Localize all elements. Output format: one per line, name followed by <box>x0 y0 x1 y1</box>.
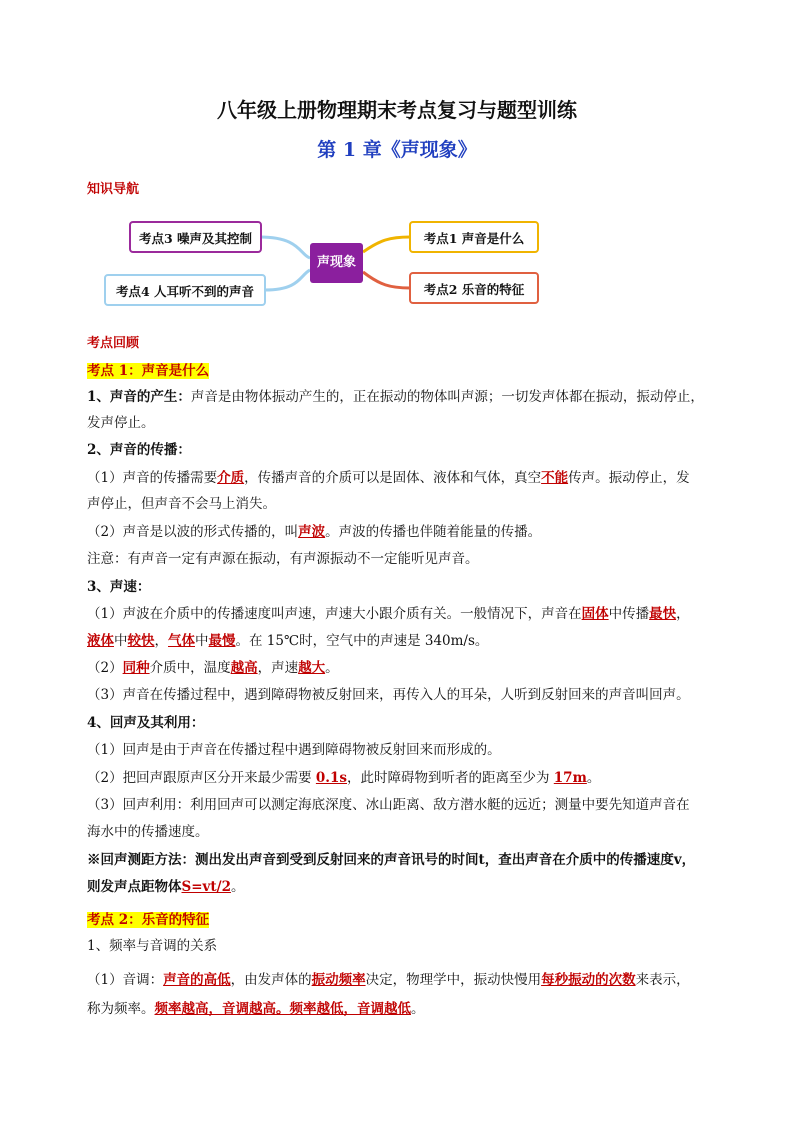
mindmap-node-topic4: 考点4 人耳听不到的声音 <box>104 274 266 306</box>
s2-p1-cont: 声停止，但声音不会马上消失。 <box>87 496 276 512</box>
page-title: 八年级上册物理期末考点复习与题型训练 <box>217 98 577 122</box>
chapter-subtitle: 第 1 章《声现象》 <box>317 139 477 161</box>
mindmap-node-topic1: 考点1 声音是什么 <box>409 221 539 253</box>
s3-heading: 3、声速： <box>87 579 151 595</box>
s4-method: ※回声测距方法：测出发出声音到受到反射回来的声音讯号的时间t，查出声音在介质中的传播速度v， <box>87 852 696 868</box>
s1-line2: 发声停止。 <box>87 415 155 431</box>
review-heading: 考点回顾 <box>87 336 140 351</box>
s2-heading: 2、声音的传播： <box>87 442 191 458</box>
s4-p3: （3）回声利用：利用回声可以测定海底深度、冰山距离、敌方潜水艇的远近；测量中要先知道声音在 <box>87 797 690 813</box>
topic1-heading: 考点 1：声音是什么 <box>87 363 210 379</box>
s5-p1: （1）音调：声音的高低，由发声体的振动频率决定，物理学中，振动快慢用每秒振动的次数来表示， <box>87 972 690 988</box>
s4-p3-cont: 海水中的传播速度。 <box>87 824 209 840</box>
mindmap-node-topic3: 考点3 噪声及其控制 <box>129 221 262 253</box>
knowledge-nav-heading: 知识导航 <box>87 182 140 197</box>
s3-p1: （1）声波在介质中的传播速度叫声速，声速大小跟介质有关。一般情况下，声音在固体中传播最快， <box>87 606 690 622</box>
s4-heading: 4、回声及其利用： <box>87 715 205 731</box>
s3-p2: （2）同种介质中，温度越高，声速越大。 <box>87 660 339 676</box>
s4-method-cont: 则发声点距物体S=vt/2。 <box>87 879 245 895</box>
s2-note: 注意：有声音一定有声源在振动，有声源振动不一定能听见声音。 <box>87 551 479 567</box>
s2-p1: （1）声音的传播需要介质，传播声音的介质可以是固体、液体和气体，真空不能传声。振动停止，发 <box>87 470 690 486</box>
mindmap-center: 声现象 <box>310 243 363 283</box>
s4-p1: （1）回声是由于声音在传播过程中遇到障碍物被反射回来而形成的。 <box>87 742 501 758</box>
mindmap-node-topic2: 考点2 乐音的特征 <box>409 272 539 304</box>
s5-heading: 1、频率与音调的关系 <box>87 938 218 954</box>
s1-line1: 1、声音的产生：声音是由物体振动产生的，正在振动的物体叫声源；一切发声体都在振动，振动停止， <box>87 389 704 405</box>
s3-p1-cont: 液体中较快，气体中最慢。在 15℃时，空气中的声速是 340m/s。 <box>87 633 489 649</box>
topic2-heading: 考点 2：乐音的特征 <box>87 912 210 928</box>
s2-p2: （2）声音是以波的形式传播的，叫声波。声波的传播也伴随着能量的传播。 <box>87 524 542 540</box>
s5-p2: 称为频率。频率越高，音调越高。频率越低，音调越低。 <box>87 1001 425 1017</box>
s4-p2: （2）把回声跟原声区分开来最少需要 0.1s，此时障碍物到听者的距离至少为 17m。 <box>87 770 601 786</box>
s3-p3: （3）声音在传播过程中，遇到障碍物被反射回来，再传入人的耳朵，人听到反射回来的声音叫回声。 <box>87 687 690 703</box>
